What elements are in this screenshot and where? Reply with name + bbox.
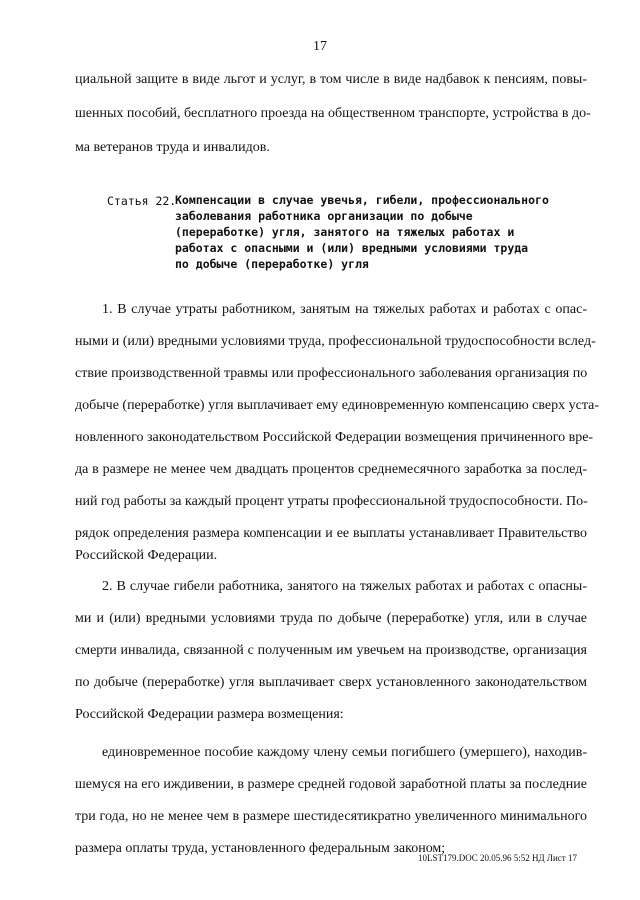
text-line: ма ветеранов труда и инвалидов. (75, 140, 270, 155)
article-title-line: Компенсации в случае увечья, гибели, профессионального (175, 193, 549, 207)
article-title-line: работах с опасными и (или) вредными условиями труда (175, 241, 529, 255)
text-line: по добыче (переработке) угля выплачивает сверх установленного законодательством (75, 675, 587, 690)
article-label: Статья 22. (107, 194, 177, 208)
article-title-line: (переработке) угля, занятого на тяжелых работах и (175, 225, 515, 239)
text-line: единовременное пособие каждому члену семьи погибшего (умершего), находив- (102, 745, 587, 760)
text-line: смерти инвалида, связанной с полученным им увечьем на производстве, организация (75, 643, 587, 658)
text-line: шенных пособий, бесплатного проезда на общественном транспорте, устройства в до- (75, 106, 591, 121)
text-line: ми и (или) вредными условиями труда по добыче (переработке) угля, или в случае (75, 611, 587, 626)
text-line: размера оплаты труда, установленного федеральным законом; (75, 841, 446, 856)
document-footer: 10LST179.DOC 20.05.96 5:52 НД Лист 17 (418, 853, 577, 863)
text-line: рядок определения размера компенсации и ее выплаты устанавливает Правительство (75, 526, 587, 541)
text-line: ными и (или) вредными условиями труда, профессиональной трудоспособности вслед- (75, 334, 596, 349)
text-line: три года, но не менее чем в размере шестидесятикратно увеличенного минимального (75, 809, 587, 824)
article-title-line: по добыче (переработке) угля (175, 257, 369, 271)
article-title-line: заболевания работника организации по добыче (175, 209, 473, 223)
text-line: 2. В случае гибели работника, занятого на тяжелых работах и работах с опасны- (102, 579, 587, 594)
text-line: добыче (переработке) угля выплачивает ему единовременную компенсацию сверх уста- (75, 398, 600, 413)
text-line: 1. В случае утраты работником, занятым на тяжелых работах и работах с опас- (102, 302, 587, 317)
text-line: да в размере не менее чем двадцать процентов среднемесячного заработка за послед- (75, 462, 587, 477)
text-line: Российской Федерации. (75, 548, 218, 563)
text-line: шемуся на его иждивении, в размере средней годовой заработной платы за последние (75, 777, 587, 792)
text-line: ний год работы за каждый процент утраты профессиональной трудоспособности. По- (75, 494, 588, 509)
page-number: 17 (313, 39, 327, 54)
text-line: ствие производственной травмы или профессионального заболевания организация по (75, 366, 588, 381)
text-line: Российской Федерации размера возмещения: (75, 707, 344, 722)
text-line: новленного законодательством Российской Федерации возмещения причиненного вре- (75, 430, 594, 445)
text-line: циальной защите в виде льгот и услуг, в том числе в виде надбавок к пенсиям, повы- (75, 72, 587, 87)
